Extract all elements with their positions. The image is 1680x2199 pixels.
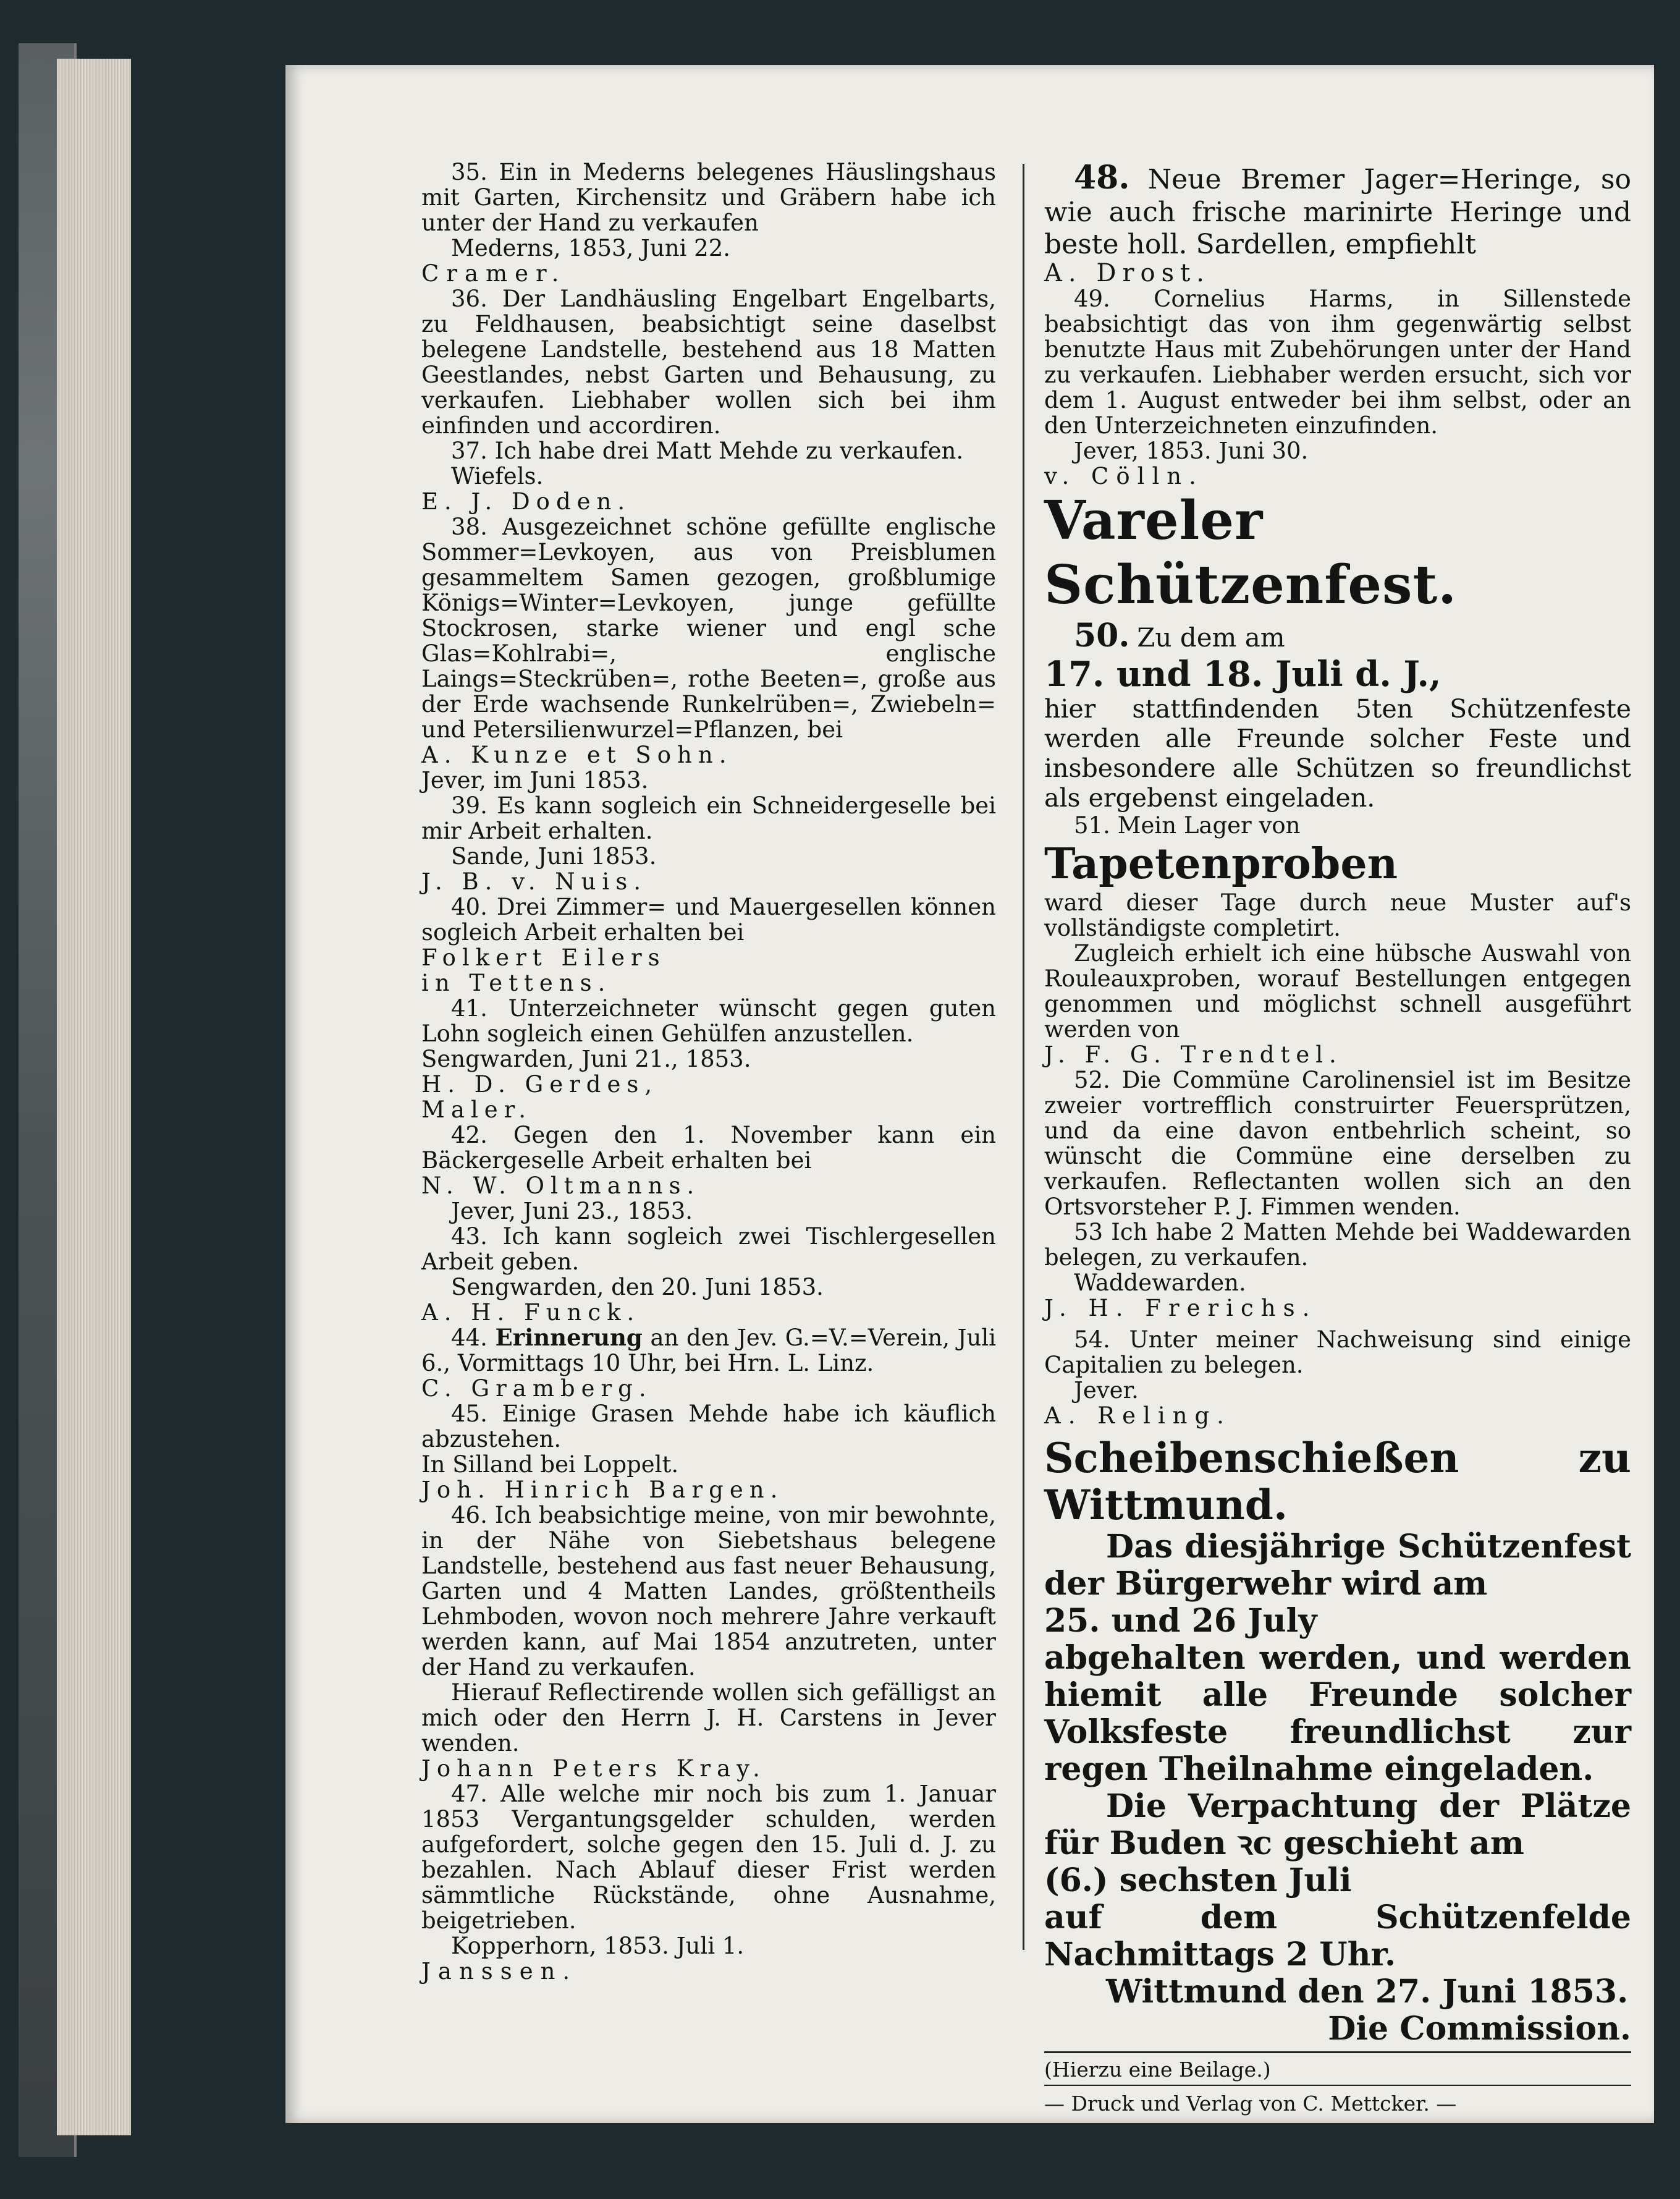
ad-36 — [421, 286, 996, 438]
ad-number: 42. — [451, 1122, 488, 1148]
ad-54-signature: A. Reling. — [1044, 1402, 1231, 1429]
column-divider — [1023, 164, 1024, 1950]
place-date: Sande, Juni 1853. — [451, 843, 657, 870]
ad-number: 40. — [451, 894, 488, 920]
ad-text: Alle welche mir noch bis zum 1. Januar 1853 Vergantungsgelder schulden, werden aufgefordert, solche gegen den 15. Juli d. J. zu bezahlen. Nach Ablauf dieser Frist werden sämmtliche Rückstände, ohne Ausnahme, beigetrieben. — [421, 1781, 996, 1934]
ad-text: Ich habe drei Matt Mehde zu verkaufen. — [494, 438, 964, 464]
ad-text: Ich kann sogleich zwei Tischlergesellen Arbeit geben. — [421, 1223, 997, 1275]
ad-53-signature: J. H. Frerichs. — [1044, 1295, 1317, 1321]
left-column — [421, 159, 996, 1984]
ad-53-place: Waddewarden. — [1074, 1269, 1246, 1296]
ad-text: Einige Grasen Mehde habe ich käuflich abzustehen. — [421, 1400, 996, 1452]
ad-text: Drei Zimmer= und Mauergesellen können sogleich Arbeit erhalten bei — [421, 894, 996, 946]
ad-number: 38. — [451, 514, 488, 540]
place-date: Sengwarden, den 20. Juni 1853. — [451, 1274, 824, 1300]
ad-number: 39. — [451, 792, 488, 819]
ad-text: Ausgezeichnet schöne gefüllte englische Sommer=Levkoyen, aus von Preisblumen gesammeltem Samen gezogen, großblumige Königs=Winter=Levkoyen, junge gefüllte Stockrosen, starke wiener und engl sche Glas=Kohlrabi=, englische Laings=Steckrüben=, rothe Beeten=, große aus der Erde wachsende Runkelrüben=, Zwiebeln= und Petersilienwurzel=Pflanzen, bei — [421, 514, 996, 743]
ad-42 — [421, 1122, 996, 1173]
signature: Janssen. — [421, 1958, 578, 1985]
ad-35 — [421, 159, 996, 235]
beilage-note: (Hierzu eine Beilage.) — [1044, 2057, 1271, 2082]
place-date: In Silland bei Loppelt. — [421, 1451, 679, 1478]
signature: E. J. Doden. — [421, 488, 631, 515]
signature: in Tettens. — [421, 970, 612, 996]
ad-number: 44. — [451, 1324, 488, 1351]
ad-49: 49. Cornelius Harms, in Sillenstede beabsichtigt das von ihm gegenwärtig selbst benutzte Haus mit Zubehörungen unter der Hand zu verkaufen. Liebhaber werden ersucht, sich vor dem 1. August entweder bei ihm selbst, oder an den Unterzeichneten einzufinden. — [1044, 286, 1631, 439]
ad-text: an den Jev. G.=V.=Verein, Juli 6., Vormittags 10 Uhr, bei Hrn. L. Linz. — [421, 1324, 996, 1376]
ad-number: 43. — [451, 1223, 488, 1250]
ad-text: Der Landhäusling Engelbart Engelbarts, zu Feldhausen, beabsichtigt seine daselbst belegene Landstelle, bestehend aus 18 Matten Geestlandes, nebst Garten und Behausung, zu verkaufen. Liebhaber wollen sich bei ihm einfinden und accordiren. — [421, 286, 997, 439]
ad-text: Ein in Mederns belegenes Häuslingshaus mit Garten, Kirchensitz und Gräbern habe ich unter der Hand zu verkaufen — [421, 159, 997, 236]
rule-1 — [1044, 2051, 1631, 2053]
ad-number: 35. — [451, 159, 488, 185]
place-date: Sengwarden, Juni 21., 1853. — [421, 1046, 751, 1072]
ad-38 — [421, 514, 996, 742]
ad-51-text: ward dieser Tage durch neue Muster auf's vollständigste completirt. — [1044, 889, 1631, 941]
wittmund-dates: 25. und 26 July — [1044, 1602, 1317, 1640]
ad-43 — [421, 1224, 996, 1274]
imprint: — Druck und Verlag von C. Mettcker. — — [1044, 2091, 1457, 2116]
ad-number: 47. — [451, 1781, 488, 1807]
wittmund-place: Wittmund den 27. Juni 1853. — [1106, 1973, 1629, 2010]
place-date: Jever, im Juni 1853. — [421, 767, 649, 794]
ad-47 — [421, 1781, 996, 1933]
emphasis: Erinnerung — [495, 1324, 643, 1351]
ad-49-place: Jever, 1853. Juni 30. — [1074, 438, 1309, 464]
signature: Cramer. — [421, 260, 567, 287]
ad-text: Es kann sogleich ein Schneidergeselle bei mir Arbeit erhalten. — [421, 792, 996, 844]
ad-50-dates: 17. und 18. Juli d. J., — [1044, 654, 1442, 695]
signature: A. H. Funck. — [421, 1299, 641, 1326]
ad-number: 37. — [451, 438, 488, 464]
ad-37 — [421, 438, 996, 464]
signature: Johann Peters Kray. — [421, 1755, 766, 1782]
ad-48-signature: A. Drost. — [1044, 259, 1210, 287]
ad-51-signature: J. F. G. Trendtel. — [1044, 1041, 1343, 1068]
ad-paragraph: Hierauf Reflectirende wollen sich gefälligst an mich oder den Herrn J. H. Carstens in Jever wenden. — [421, 1679, 996, 1756]
signature: A. Kunze et Sohn. — [421, 742, 733, 768]
wittmund-signature: Die Commission. — [1328, 2010, 1631, 2048]
ad-51-para: Zugleich erhielt ich eine hübsche Auswahl von Rouleauxproben, worauf Bestellungen entgegen genommen und möglichst schnell ausgeführt werden von — [1044, 940, 1631, 1043]
ad-49-signature: v. Cölln. — [1044, 463, 1204, 489]
ad-51-lead: 51. Mein Lager von — [1074, 812, 1301, 839]
ad-50-text: hier stattfindenden 5ten Schützenfeste werden alle Freunde solcher Feste und insbesondere alle Schützen so freundlichst als ergebenst eingeladen. — [1044, 694, 1631, 813]
signature: C. Gramberg. — [421, 1375, 652, 1402]
varel-title: Vareler Schützenfest. — [1044, 489, 1458, 616]
ad-text: Unterzeichneter wünscht gegen guten Lohn sogleich einen Gehülfen anzustellen. — [421, 995, 997, 1047]
ad-41 — [421, 996, 996, 1046]
ad-51-title: Tapetenproben — [1044, 839, 1398, 889]
ad-number: 41. — [451, 995, 488, 1022]
place-date: Jever, Juni 23., 1853. — [451, 1198, 693, 1224]
wittmund-line-2: abgehalten werden, und werden hiemit alle Freunde solcher Volksfeste freundlichst zur regen Theilnahme eingeladen. — [1044, 1639, 1631, 1788]
signature: N. W. Oltmanns. — [421, 1172, 701, 1199]
ad-number: 46. — [451, 1502, 488, 1528]
ad-50-lead: 50. Zu dem am — [1074, 617, 1285, 655]
right-column — [1044, 159, 1631, 2116]
wittmund-line-1: Das diesjährige Schützenfest der Bürgerwehr wird am — [1044, 1528, 1631, 1603]
ad-48: 48. Neue Bremer Jager=Heringe, so wie auch frische marinirte Heringe und beste holl. Sardellen, empfiehlt — [1044, 159, 1632, 260]
ad-text: Ich beabsichtige meine, von mir bewohnte, in der Nähe von Siebetshaus belegene Landstelle, bestehend aus fast neuer Behausung, Garten und 4 Matten Landes, größtentheils Lehmboden, wovon noch mehrere Jahre verkauft werden kann, auf Mai 1854 anzutreten, unter der Hand zu verkaufen. — [421, 1502, 996, 1680]
signature: J. B. v. Nuis. — [421, 868, 648, 895]
ad-54-place: Jever. — [1074, 1377, 1139, 1404]
signature: Maler. — [421, 1096, 533, 1123]
place-date: Mederns, 1853, Juni 22. — [451, 235, 731, 261]
place-date: Kopperhorn, 1853. Juli 1. — [451, 1933, 745, 1959]
ad-40 — [421, 894, 996, 945]
ad-number: 45. — [451, 1400, 488, 1427]
wittmund-line-5: auf dem Schützenfelde Nachmittags 2 Uhr. — [1044, 1899, 1631, 1973]
ad-text: Gegen den 1. November kann ein Bäckergeselle Arbeit erhalten bei — [421, 1122, 996, 1174]
signature: Folkert Eilers — [421, 944, 666, 971]
ad-46 — [421, 1502, 996, 1680]
ad-number: 36. — [451, 286, 488, 312]
page-edges — [57, 59, 131, 2135]
ad-48-text: Neue Bremer Jager=Heringe, so wie auch frische marinirte Heringe und beste holl. Sardellen, empfiehlt — [1044, 164, 1632, 260]
ad-53: 53 Ich habe 2 Matten Mehde bei Waddewarden belegen, zu verkaufen. — [1044, 1219, 1631, 1271]
ad-45 — [421, 1401, 996, 1452]
signature: H. D. Gerdes, — [421, 1071, 659, 1098]
ad-54: 54. Unter meiner Nachweisung sind einige Capitalien zu belegen. — [1044, 1326, 1631, 1378]
signature: Joh. Hinrich Bargen. — [421, 1477, 784, 1503]
rule-2 — [1044, 2085, 1631, 2086]
place-date: Wiefels. — [451, 463, 544, 489]
ad-39 — [421, 793, 996, 844]
wittmund-title: Scheibenschießen zu Wittmund. — [1044, 1434, 1631, 1529]
wittmund-line-3: Die Verpachtung der Plätze für Buden ꝛc geschieht am — [1044, 1787, 1631, 1862]
ad-44 — [421, 1325, 996, 1376]
wittmund-line-4: (6.) sechsten Juli — [1044, 1862, 1352, 1899]
ad-52: 52. Die Commüne Carolinensiel ist im Besitze zweier vortrefflich construirter Feuersprützen, und da eine davon entbehrlich scheint, so wünscht die Commüne eine derselben zu verkaufen. Reflectanten wollen sich an den Ortsvorsteher P. J. Fimmen wenden. — [1044, 1067, 1631, 1220]
